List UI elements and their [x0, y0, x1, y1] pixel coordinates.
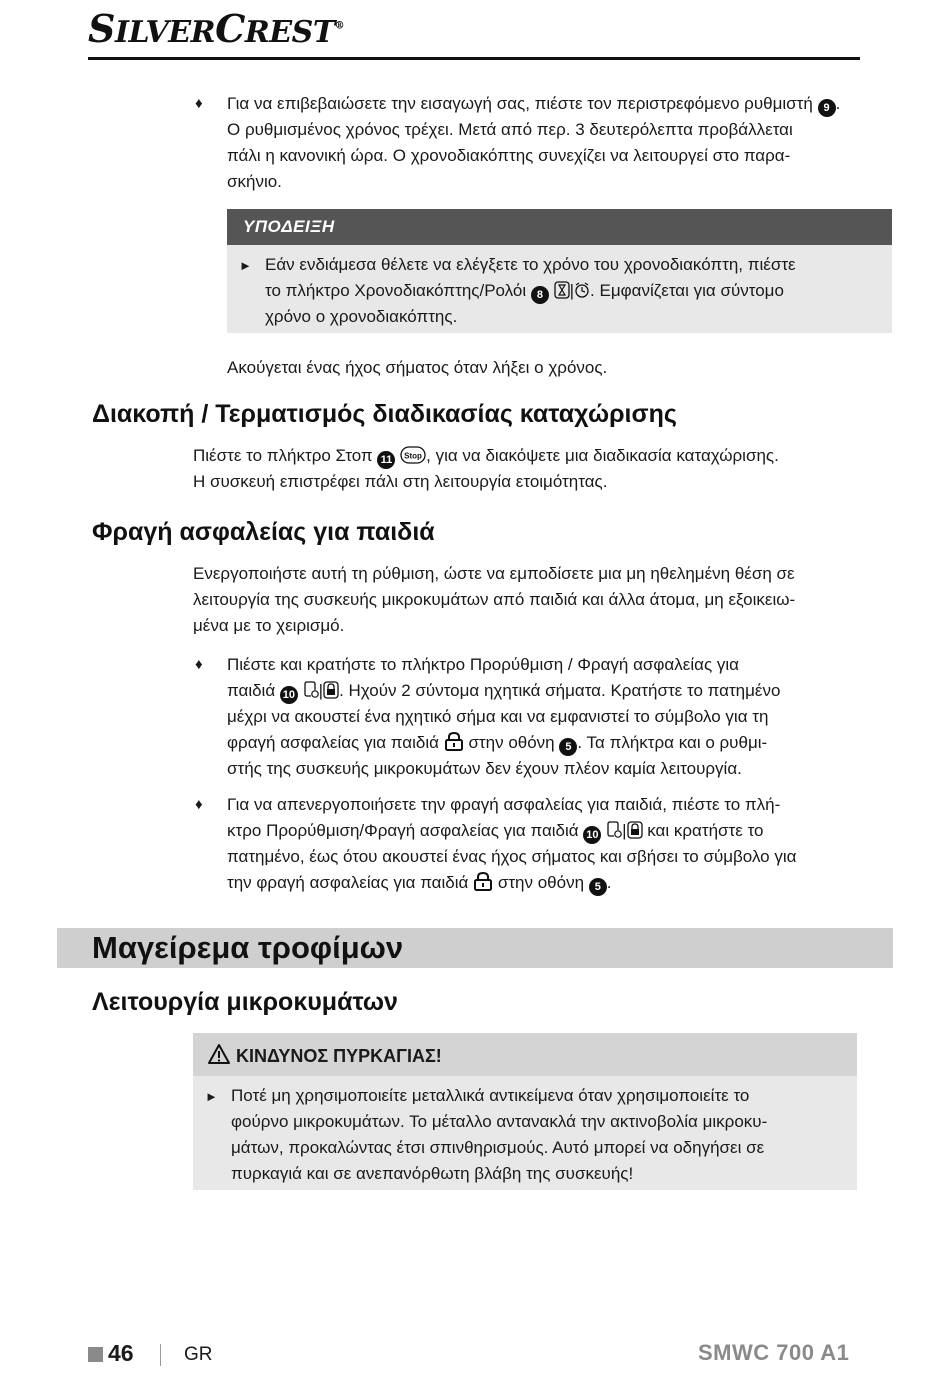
stop-section-text: Πιέστε το πλήκτρο Στοπ 11 Stop , για να διακόψετε μια διαδικασία καταχώρισης. Η συσκευή επιστρέφει πάλι στη λειτουργία ετοιμότητας.: [193, 446, 779, 491]
note-body: ► Εάν ενδιάμεσα θέλετε να ελέγξετε το χρόνο του χρονοδιακόπτη, πιέστε το πλήκτρο Χρονοδιακόπτης/Ρολόι 8 | . Εμφανίζεται για σύντομο χρόνο ο χρονοδιακόπτης.: [239, 255, 796, 326]
hourglass-icon: [554, 281, 570, 299]
warning-triangle-icon: [207, 1043, 231, 1065]
item-number-badge: 8: [531, 286, 549, 304]
bullet-line: Για να επιβεβαιώσετε την εισαγωγή σας, πιέστε τον περιστρεφόμενο ρυθμιστή 9 .: [227, 91, 897, 117]
diamond-bullet-icon: ♦: [195, 796, 203, 813]
lock-enable-bullet: ♦ Πιέστε και κρατήστε το πλήκτρο Προρύθμιση / Φραγή ασφαλείας για παιδιά 10 | . Ηχούν 2 σύντομα ηχητικά σήματα. Κρατήστε το πατημένο μέχρι να ακουστεί ένα ηχητικό σήμα και να εμφανιστεί το σύμβολο για τη φραγή ασφαλείας για παιδιά στην οθόνη 5 . Τα πλήκτρα και ο ρυθμι- στής της συσκευής μικροκυμάτων δεν έχουν πλέον καμία λειτουργία.: [227, 652, 877, 782]
note-title: ΥΠΟΔΕΙΞΗ: [227, 209, 892, 245]
triangle-arrow-icon: ►: [239, 258, 252, 273]
separator: |: [318, 681, 324, 700]
warning-title: ΚΙΝΔΥΝΟΣ ΠΥΡΚΑΓΙΑΣ!: [193, 1033, 857, 1076]
padlock-icon: [323, 681, 339, 699]
language-code: GR: [184, 1344, 213, 1365]
timer-confirm-bullet: [195, 91, 897, 195]
lock-intro: Ενεργοποιήστε αυτή τη ρύθμιση, ώστε να εμποδίσετε μια μη ηθελημένη θέση σε λειτουργία της συσκευής μικροκυμάτων από παιδιά και άλλα άτομα, μη εξοικειω- μένα με το χειρισμό.: [193, 564, 796, 635]
chapter-title: Μαγείρεμα τροφίμων: [92, 930, 404, 965]
fire-warning-box: [193, 1033, 857, 1190]
item-number-badge: 10: [583, 826, 601, 844]
header-rule: [88, 57, 860, 60]
diamond-bullet-icon: ♦: [195, 656, 203, 673]
bullet-line: πάλι η κανονική ώρα. Ο χρονοδιακόπτης συνεχίζει να λειτουργεί στο παρα-: [227, 146, 791, 165]
preset-icon: [303, 681, 319, 699]
model-number: SMWC 700 A1: [698, 1340, 850, 1365]
footer-divider: [160, 1344, 161, 1366]
preset-icon: [606, 821, 622, 839]
svg-text:Stop: Stop: [404, 451, 423, 461]
lock-section-title: Φραγή ασφαλείας για παιδιά: [92, 518, 435, 546]
warning-body: ► Ποτέ μη χρησιμοποιείτε μεταλλικά αντικείμενα όταν χρησιμοποιείτε το φούρνο μικροκυμάτων. Το μέταλλο αντανακλά την ακτινοβολία μικροκυ- μάτων, προκαλώντας έτσι σπινθηρισμούς. Αυτό μπορεί να οδηγήσει σε πυρκαγιά και σε ανεπανόρθωτη βλάβη της συσκευής!: [205, 1086, 768, 1183]
stop-section-title: Διακοπή / Τερματισμός διαδικασίας καταχώρισης: [92, 400, 677, 428]
padlock-icon: [473, 871, 493, 891]
bullet-line: Ο ρυθμισμένος χρόνος τρέχει. Μετά από περ. 3 δευτερόλεπτα προβάλλεται: [227, 120, 793, 139]
triangle-arrow-icon: ►: [205, 1089, 218, 1104]
page-number: 46: [108, 1340, 134, 1366]
stop-button-icon: [400, 446, 426, 464]
bullet-line: σκήνιο.: [227, 172, 282, 191]
item-number-badge: 9: [818, 99, 836, 117]
microwave-section-title: Λειτουργία μικροκυμάτων: [92, 988, 398, 1016]
note-box: [227, 209, 892, 333]
brand-logo: SILVERCREST®: [88, 6, 345, 51]
separator: |: [622, 821, 627, 840]
lock-disable-bullet: ♦ Για να απενεργοποιήσετε την φραγή ασφαλείας για παιδιά, πιέστε το πλή- κτρο Προρύθμιση/Φραγή ασφαλείας για παιδιά 10 | και κρατήστε το πατημένο, έως ότου ακουστεί ένας ήχος σήματος και σβήσει το σύμβολο για την φραγή ασφαλείας για παιδιά στην οθόνη 5 .: [227, 792, 877, 896]
item-number-badge: 5: [589, 878, 607, 896]
item-number-badge: 11: [377, 451, 395, 469]
signal-sentence: Ακούγεται ένας ήχος σήματος όταν λήξει ο χρόνος.: [227, 358, 608, 377]
padlock-icon: [627, 821, 643, 839]
item-number-badge: 5: [559, 738, 577, 756]
alarm-clock-icon: [574, 281, 590, 299]
footer-square: [88, 1347, 103, 1362]
item-number-badge: 10: [280, 686, 298, 704]
diamond-bullet-icon: ♦: [195, 95, 203, 112]
separator: |: [569, 281, 575, 300]
padlock-icon: [444, 731, 464, 751]
